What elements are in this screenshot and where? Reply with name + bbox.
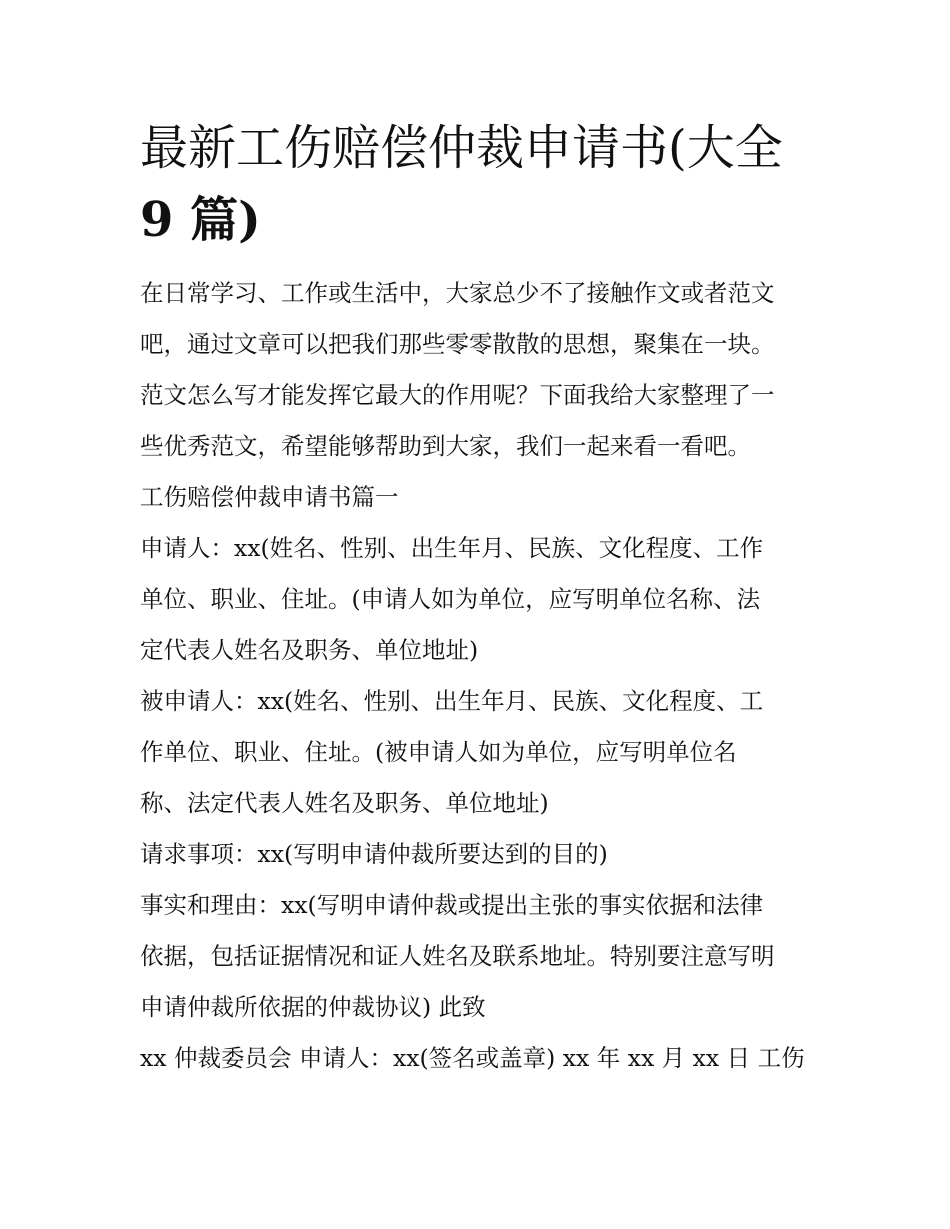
title-line-1: 最新工伤赔偿仲裁申请书(大全 bbox=[140, 120, 783, 176]
text-line: 被申请人：xx(姓名、性别、出生年月、民族、文化程度、工 bbox=[140, 687, 764, 715]
text-line: 范文怎么写才能发挥它最大的作用呢？下面我给大家整理了一 bbox=[140, 381, 775, 409]
document-title bbox=[140, 112, 820, 256]
text-line: 作单位、职业、住址。(被申请人如为单位，应写明单位名 bbox=[140, 738, 737, 766]
text-line: 吧，通过文章可以把我们那些零零散散的思想，聚集在一块。 bbox=[140, 330, 775, 358]
document-text bbox=[140, 268, 820, 1084]
text-line: 申请仲裁所依据的仲裁协议) 此致 bbox=[140, 993, 486, 1021]
text-line: xx 仲裁委员会 申请人：xx(签名或盖章) xx 年 xx 月 xx 日 工伤 bbox=[140, 1044, 805, 1072]
document-body bbox=[140, 112, 820, 1084]
text-line: 些优秀范文，希望能够帮助到大家，我们一起来看一看吧。 bbox=[140, 432, 751, 460]
text-line: 单位、职业、住址。(申请人如为单位，应写明单位名称、法 bbox=[140, 585, 761, 613]
text-line: 请求事项：xx(写明申请仲裁所要达到的目的) bbox=[140, 840, 608, 868]
text-line: 在日常学习、工作或生活中，大家总少不了接触作文或者范文 bbox=[140, 279, 775, 307]
text-line: 事实和理由：xx(写明申请仲裁或提出主张的事实依据和法律 bbox=[140, 891, 764, 919]
text-line: 依据，包括证据情况和证人姓名及联系地址。特别要注意写明 bbox=[140, 942, 775, 970]
text-line: 申请人：xx(姓名、性别、出生年月、民族、文化程度、工作 bbox=[140, 534, 764, 562]
title-line-2: 9 篇) bbox=[140, 192, 261, 248]
text-line: 定代表人姓名及职务、单位地址) bbox=[140, 636, 479, 664]
section-heading: 工伤赔偿仲裁申请书篇一 bbox=[140, 483, 399, 511]
text-line: 称、法定代表人姓名及职务、单位地址) bbox=[140, 789, 549, 817]
